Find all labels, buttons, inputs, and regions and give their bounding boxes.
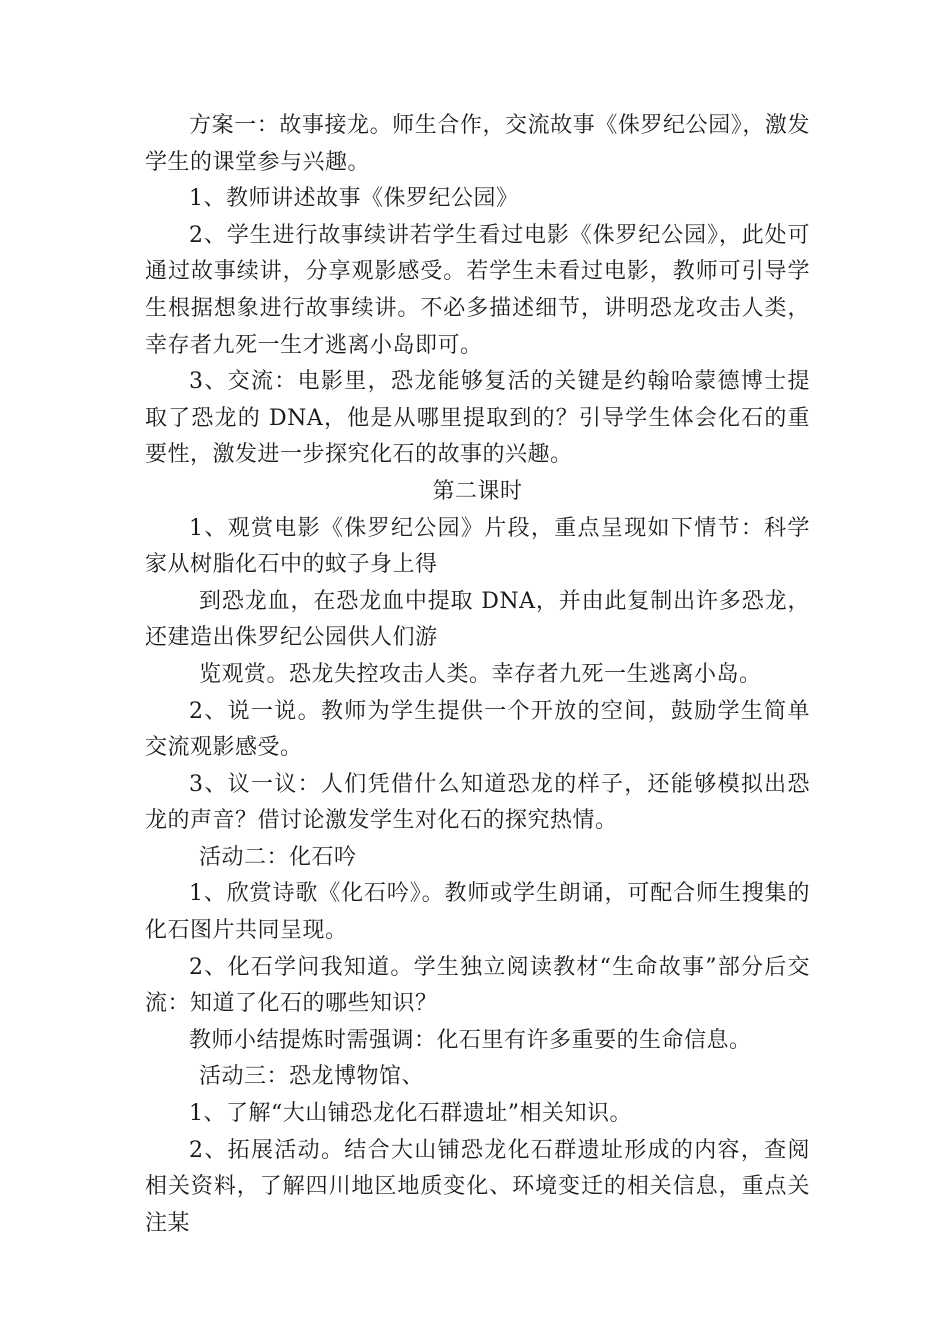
paragraph-fossil-knowledge: 2、化石学问我知道。学生独立阅读教材“生命故事”部分后交流：知道了化石的哪些知识？ [145, 954, 810, 1017]
section-heading-second-lesson: 第二课时 [432, 478, 523, 504]
paragraph-watch-film: 1、观赏电影《侏罗纪公园》片段，重点呈现如下情节：科学家从树脂化石中的蚊子身上得 [145, 515, 810, 578]
paragraph-teacher-summary: 教师小结提炼时需强调：化石里有许多重要的生命信息。 [189, 1027, 752, 1053]
paragraph-poem: 1、欣赏诗歌《化石吟》。教师或学生朗诵，可配合师生搜集的化石图片共同呈现。 [145, 881, 810, 944]
section-heading-activity-three: 活动三：恐龙博物馆、 [199, 1064, 425, 1090]
paragraph-step-2: 2、学生进行故事续讲若学生看过电影《侏罗纪公园》，此处可通过故事续讲，分享观影感受。若学生未看过电影，教师可引导学生根据想象进行故事续讲。不必多描述细节，讲明恐龙攻击人类，幸存者九死一生才逃离小岛即可。 [145, 222, 810, 358]
paragraph-step-1: 1、教师讲述故事《侏罗纪公园》 [189, 186, 519, 212]
paragraph-talk: 2、说一说。教师为学生提供一个开放的空间，鼓励学生简单交流观影感受。 [145, 698, 810, 761]
section-heading-activity-two: 活动二：化石吟 [199, 844, 357, 870]
paragraph-plan-one: 方案一：故事接龙。师生合作，交流故事《侏罗纪公园》，激发学生的课堂参与兴趣。 [145, 113, 810, 175]
document-body [145, 108, 810, 1242]
paragraph-discuss: 3、议一议：人们凭借什么知道恐龙的样子，还能够模拟出恐龙的声音？借讨论激发学生对化石的探究热情。 [145, 771, 810, 834]
paragraph-watch-film-cont-2: 览观赏。恐龙失控攻击人类。幸存者九死一生逃离小岛。 [199, 661, 762, 687]
paragraph-dashanpu: 1、了解“大山铺恐龙化石群遗址”相关知识。 [189, 1101, 632, 1127]
paragraph-watch-film-cont-1: 到恐龙血，在恐龙血中提取 DNA，并由此复制出许多恐龙，还建造出侏罗纪公园供人们游 [145, 588, 810, 651]
paragraph-extension: 2、拓展活动。结合大山铺恐龙化石群遗址形成的内容，查阅相关资料，了解四川地区地质变化、环境变迁的相关信息，重点关注某 [145, 1137, 810, 1236]
paragraph-step-3: 3、交流：电影里，恐龙能够复活的关键是约翰哈蒙德博士提取了恐龙的 DNA，他是从哪里提取到的？引导学生体会化石的重要性，激发进一步探究化石的故事的兴趣。 [145, 369, 810, 468]
